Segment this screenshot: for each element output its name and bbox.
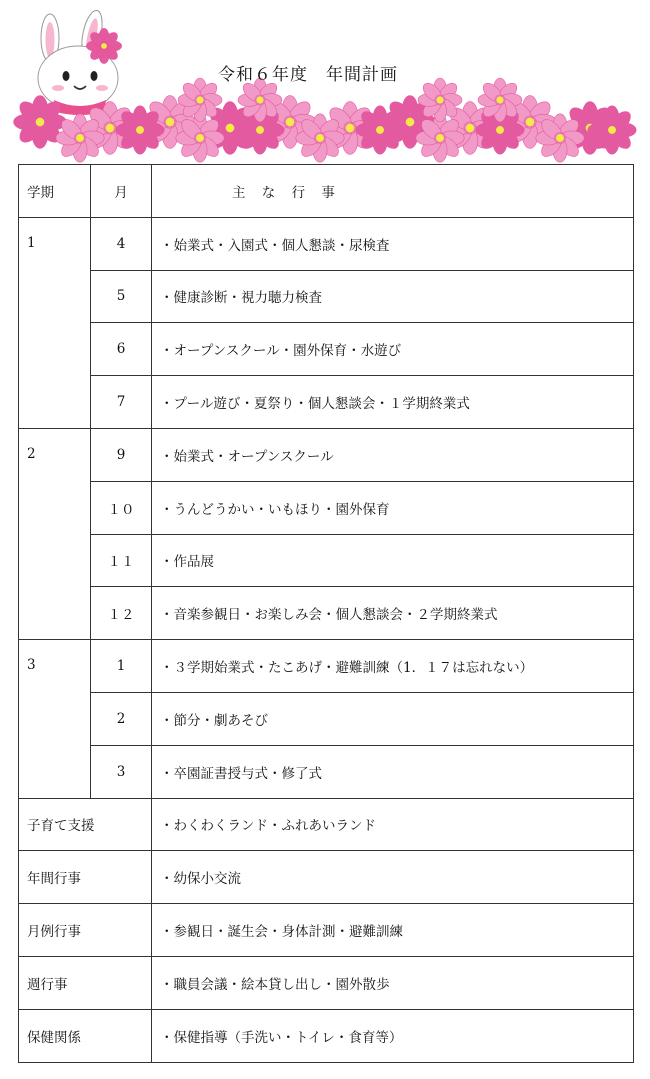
table-row: [19, 534, 634, 587]
table-row: [19, 217, 634, 270]
table-row: [19, 1009, 634, 1062]
category-label: 保健関係: [19, 1009, 152, 1062]
cosmos-flower-icon: [418, 78, 462, 122]
events-cell: ・幼保小交流: [152, 851, 634, 904]
month-cell: 6: [91, 323, 152, 376]
events-cell: ・節分・劇あそび: [152, 692, 634, 745]
table-row: [19, 692, 634, 745]
events-cell: ・始業式・オープンスクール: [152, 428, 634, 481]
cosmos-flower-icon: [86, 28, 121, 63]
category-label: 年間行事: [19, 851, 152, 904]
annual-plan-table: [18, 164, 634, 1063]
month-cell: 3: [91, 745, 152, 798]
cosmos-flower-icon: [356, 106, 404, 154]
table-row: [19, 798, 634, 851]
header-events: 主 な 行 事: [152, 165, 634, 218]
events-cell: ・作品展: [152, 534, 634, 587]
events-cell: ・音楽参観日・お楽しみ会・個人懇談会・２学期終業式: [152, 587, 634, 640]
header-term: 学期: [19, 165, 91, 218]
table-row: [19, 270, 634, 323]
month-cell: 7: [91, 376, 152, 429]
table-row: [19, 851, 634, 904]
category-label: 子育て支援: [19, 798, 152, 851]
table-row: [19, 376, 634, 429]
month-cell: 1: [91, 640, 152, 693]
events-cell: ・参観日・誕生会・身体計測・避難訓練: [152, 904, 634, 957]
month-cell: １１: [91, 534, 152, 587]
table-row: [19, 640, 634, 693]
events-cell: ・健康診断・視力聴力検査: [152, 270, 634, 323]
cosmos-flower-icon: [116, 106, 164, 154]
month-cell: １０: [91, 481, 152, 534]
cosmos-flower-icon: [478, 78, 522, 122]
table-row: [19, 481, 634, 534]
cosmos-flower-icon: [588, 106, 636, 154]
events-cell: ・わくわくランド・ふれあいランド: [152, 798, 634, 851]
cosmos-flower-icon: [178, 78, 222, 122]
page-title: 令和６年度 年間計画: [218, 65, 398, 85]
events-cell: ・プール遊び・夏祭り・個人懇談会・１学期終業式: [152, 376, 634, 429]
cosmos-flower-icon: [296, 114, 344, 162]
table-row: [19, 323, 634, 376]
cosmos-flower-icon: [56, 114, 104, 162]
header-month: 月: [91, 165, 152, 218]
events-cell: ・職員会議・絵本貸し出し・園外散歩: [152, 956, 634, 1009]
events-cell: ・３学期始業式・たこあげ・避難訓練（1．１７は忘れない）: [152, 640, 634, 693]
events-cell: ・オープンスクール・園外保育・水遊び: [152, 323, 634, 376]
events-cell: ・始業式・入園式・個人懇談・尿検査: [152, 217, 634, 270]
month-cell: 9: [91, 428, 152, 481]
table-row: [19, 904, 634, 957]
month-cell: 5: [91, 270, 152, 323]
month-cell: １２: [91, 587, 152, 640]
table-header-row: [19, 165, 634, 218]
month-cell: 4: [91, 217, 152, 270]
table-row: [19, 956, 634, 1009]
events-cell: ・保健指導（手洗い・トイレ・食育等）: [152, 1009, 634, 1062]
events-cell: ・うんどうかい・いもほり・園外保育: [152, 481, 634, 534]
term-cell: 1: [19, 217, 91, 428]
cosmos-flower-icon: [536, 114, 584, 162]
category-label: 週行事: [19, 956, 152, 1009]
table-row: [19, 745, 634, 798]
table-row: [19, 587, 634, 640]
table-row: [19, 428, 634, 481]
month-cell: 2: [91, 692, 152, 745]
events-cell: ・卒園証書授与式・修了式: [152, 745, 634, 798]
header-banner: [0, 0, 650, 164]
term-cell: 2: [19, 428, 91, 639]
term-cell: 3: [19, 640, 91, 798]
category-label: 月例行事: [19, 904, 152, 957]
